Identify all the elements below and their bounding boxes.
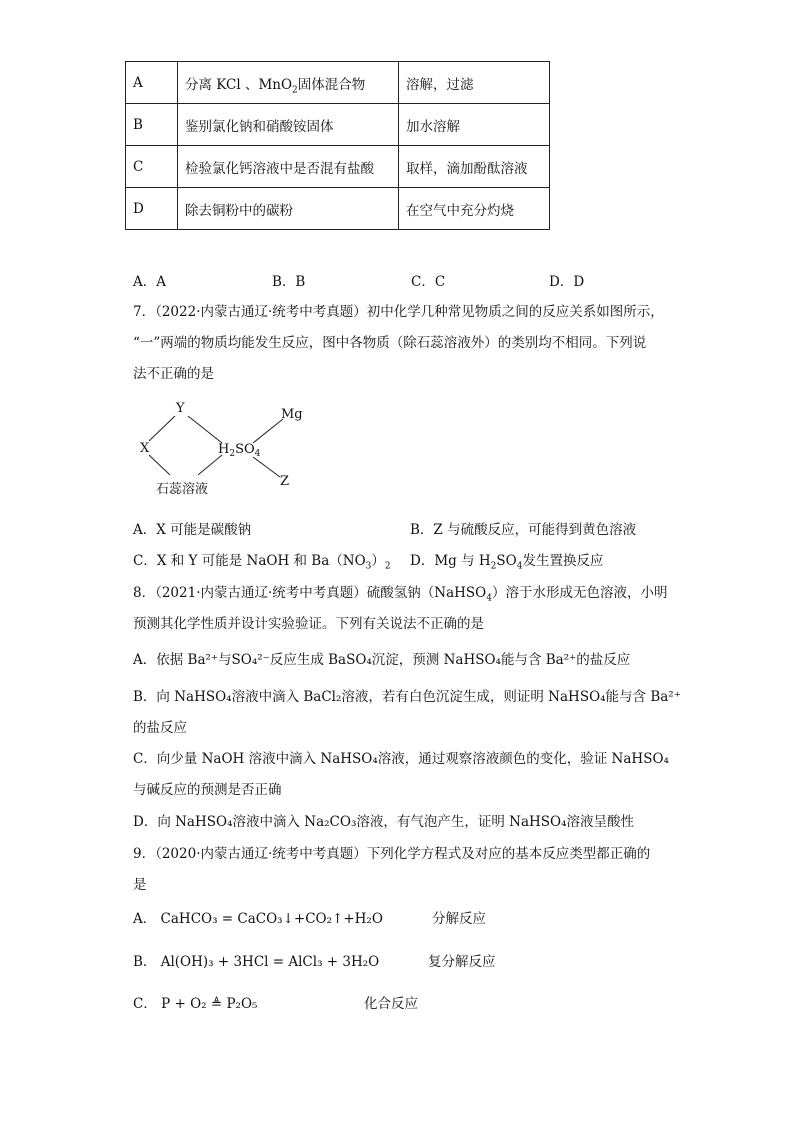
q7-option-a: A．X 可能是碳酸钠: [133, 522, 252, 538]
q8-option-c-line1: C．向少量 NaOH 溶液中滴入 NaHSO₄溶液，通过观察溶液颜色的变化，验证 NaHSO₄: [133, 751, 669, 767]
node-y: Y: [176, 401, 185, 416]
table-row: [126, 62, 550, 104]
q8-option-b-line2: 的盐反应: [133, 720, 187, 736]
q8-stem-line1: 8．（2021·内蒙古通辽·统考中考真题）硫酸氢钠（NaHSO$_4$）溶于水形成无色溶液，小明: [133, 585, 668, 604]
q8-option-c-line2: 与碱反应的预测是否正确: [133, 782, 282, 798]
experiment-purpose: 分离 KCl 、MnO$_2$固体混合物: [178, 62, 399, 104]
q6-option-d: D．D: [549, 274, 585, 290]
q8-option-b-line1: B．向 NaHSO₄溶液中滴入 BaCl₂溶液，若有白色沉淀生成，则证明 NaHSO₄能与含 Ba²⁺: [133, 689, 681, 705]
node-mg: Mg: [281, 407, 303, 422]
table-row: [126, 146, 550, 188]
node-z: Z: [280, 474, 290, 489]
q9-stem-line1: 9．（2020·内蒙古通辽·统考中考真题）下列化学方程式及对应的基本反应类型都正确的: [133, 846, 651, 862]
node-x: X: [140, 441, 150, 456]
experiment-purpose: 鉴别氯化钠和硝酸铵固体: [178, 104, 399, 146]
edge-h2so4-mg: [253, 419, 283, 443]
q9-option-c-type: 化合反应: [364, 996, 418, 1012]
q7-option-c: C．X 和 Y 可能是 NaOH 和 $Ba(NO_3)_2$: [133, 553, 391, 572]
q6-option-a: A．A: [133, 274, 166, 290]
q8-stem-line2: 预测其化学性质并设计实验验证。下列有关说法不正确的是: [133, 616, 484, 632]
experiment-method: 取样，滴加酚酞溶液: [399, 146, 550, 188]
q7-stem-line3: 法不正确的是: [133, 366, 214, 382]
q7-stem-line1: 7．（2022·内蒙古通辽·统考中考真题）初中化学几种常见物质之间的反应关系如图所示，: [133, 304, 664, 320]
node-litmus: 石蕊溶液: [156, 482, 209, 497]
node-h2so4: $H_2SO_4$: [218, 442, 261, 459]
option-letter: D: [126, 188, 178, 230]
edge-litmus-h2so4: [198, 455, 222, 475]
experiment-method: 加水溶解: [399, 104, 550, 146]
experiment-method: 溶解，过滤: [399, 62, 550, 104]
q9-option-c: C． P + O₂ ≜ P₂O₅: [133, 996, 258, 1012]
options-table: [125, 61, 550, 230]
q7-option-b: B．Z 与硫酸反应，可能得到黄色溶液: [410, 522, 637, 538]
edge-h2so4-z: [253, 457, 280, 477]
table-row: [126, 188, 550, 230]
table-row: [126, 104, 550, 146]
option-letter: A: [126, 62, 178, 104]
q9-option-a: A． CaHCO₃ = CaCO₃↓+CO₂↑+H₂O: [133, 911, 383, 927]
q9-option-b: B． Al(OH)₃ + 3HCl = AlCl₃ + 3H₂O: [133, 954, 380, 970]
option-letter: C: [126, 146, 178, 188]
option-letter: B: [126, 104, 178, 146]
q6-option-b: B．B: [272, 274, 306, 290]
edge-y-h2so4: [188, 416, 222, 443]
edge-y-x: [149, 416, 175, 441]
experiment-purpose: 除去铜粉中的碳粉: [178, 188, 399, 230]
q7-option-d: D．Mg 与 $H_2SO_4$发生置换反应: [410, 553, 604, 572]
q7-stem-line2: “一”两端的物质均能发生反应，图中各物质（除石蕊溶液外）的类别均不相同。下列说: [133, 335, 647, 351]
q6-option-c: C．C: [411, 274, 446, 290]
q9-option-a-type: 分解反应: [432, 911, 486, 927]
experiment-purpose: 检验氯化钙溶液中是否混有盐酸: [178, 146, 399, 188]
experiment-method: 在空气中充分灼烧: [399, 188, 550, 230]
edge-x-litmus: [149, 455, 170, 475]
q8-option-d: D．向 NaHSO₄溶液中滴入 Na₂CO₃溶液，有气泡产生，证明 NaHSO₄溶液呈酸性: [133, 814, 635, 830]
q9-stem-line2: 是: [133, 877, 147, 893]
q8-option-a: A．依据 Ba²⁺与SO₄²⁻反应生成 BaSO₄沉淀，预测 NaHSO₄能与含 Ba²⁺的盐反应: [133, 652, 631, 668]
reaction-diagram: [120, 395, 320, 505]
q9-option-b-type: 复分解反应: [428, 954, 496, 970]
